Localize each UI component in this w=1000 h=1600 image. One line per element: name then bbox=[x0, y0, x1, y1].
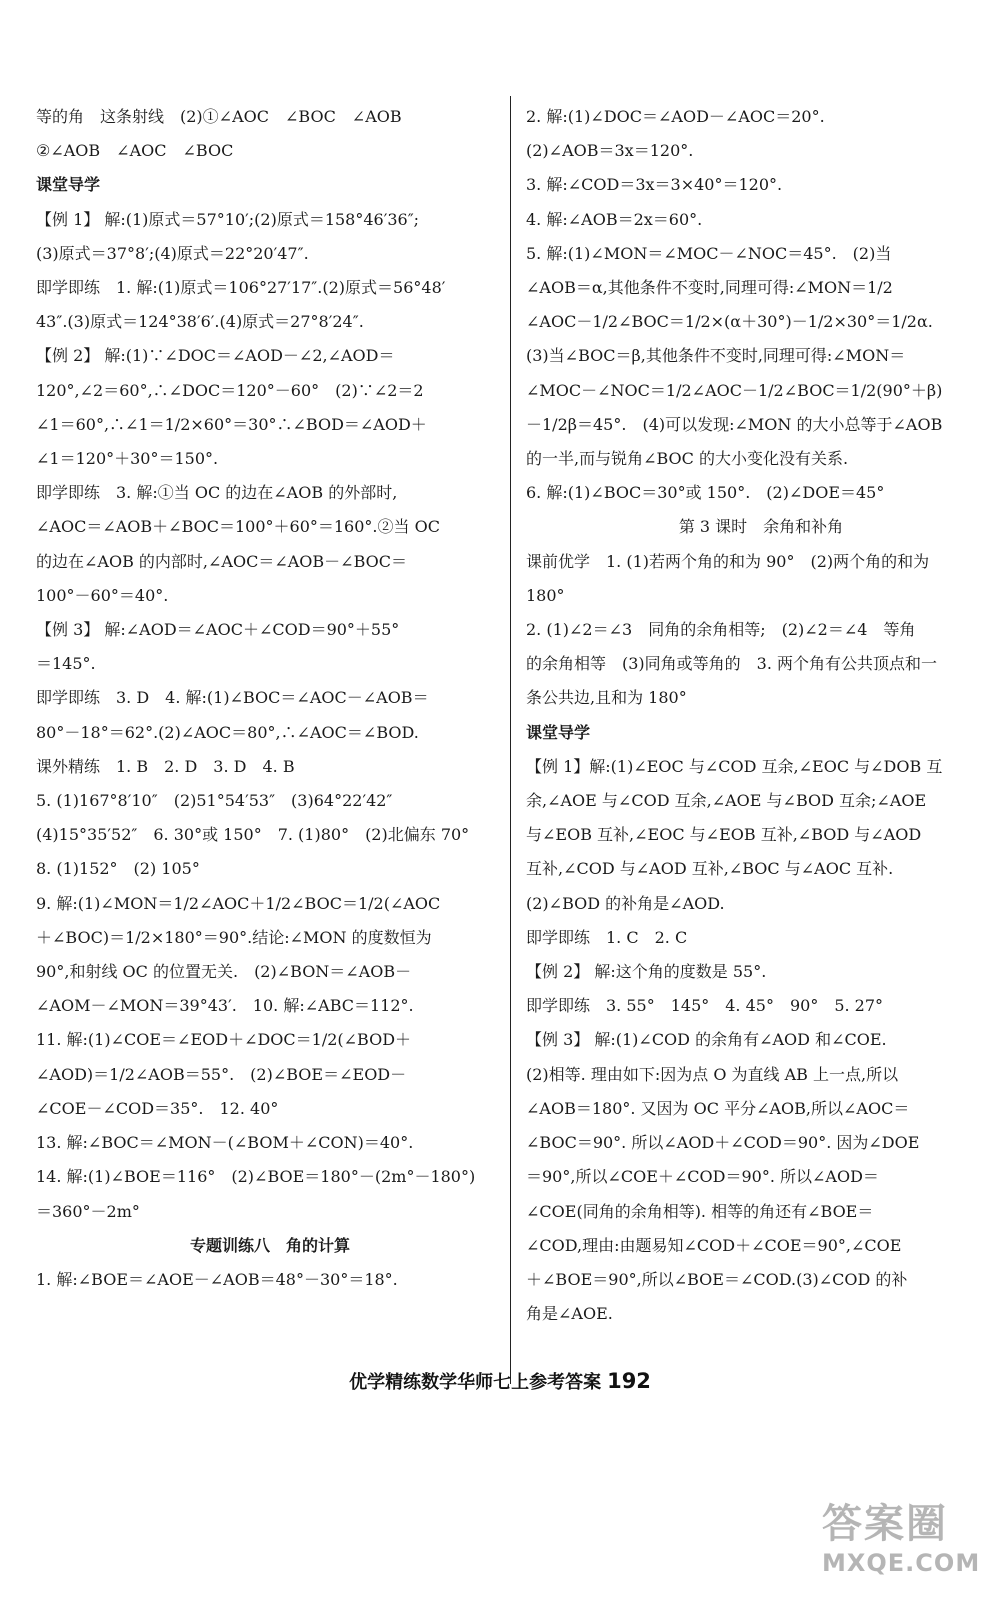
answer-line: ＝145°. bbox=[36, 654, 96, 674]
answer-line: 【例 1】解:(1)∠EOC 与∠COD 互余,∠EOC 与∠DOB 互 bbox=[526, 756, 943, 776]
answer-line: 43″.(3)原式＝124°38′6′.(4)原式＝27°8′24″. bbox=[36, 312, 364, 332]
answer-line: 80°－18°＝62°.(2)∠AOC＝80°,∴∠AOC＝∠BOD. bbox=[36, 722, 419, 742]
answer-line: ∠MOC－∠NOC＝1/2∠AOC－1/2∠BOC＝1/2(90°＋β) bbox=[526, 380, 943, 400]
answer-line: ∠BOC＝90°. 所以∠AOD＋∠COD＝90°. 因为∠DOE bbox=[526, 1133, 920, 1153]
answer-line: 与∠EOB 互补,∠EOC 与∠EOB 互补,∠BOD 与∠AOD bbox=[526, 825, 922, 845]
answer-line: 【例 2】 解:(1)∵∠DOC＝∠AOD－∠2,∠AOD＝ bbox=[36, 346, 395, 366]
answer-line: (3)原式＝37°8′;(4)原式＝22°20′47″. bbox=[36, 243, 309, 263]
answer-line: 即学即练 1. 解:(1)原式＝106°27′17″.(2)原式＝56°48′ bbox=[36, 278, 446, 298]
answer-line: ∠AOM－∠MON＝39°43′. 10. 解:∠ABC＝112°. bbox=[36, 996, 414, 1016]
answer-line: 5. (1)167°8′10″ (2)51°54′53″ (3)64°22′42″ bbox=[36, 791, 393, 811]
column-divider bbox=[510, 96, 511, 1384]
answer-line: 3. 解:∠COD＝3x＝3×40°＝120°. bbox=[526, 175, 783, 195]
answer-line: 互补,∠COD 与∠AOD 互补,∠BOC 与∠AOC 互补. bbox=[526, 859, 894, 879]
answer-line: ＋∠BOC)＝1/2×180°＝90°.结论:∠MON 的度数恒为 bbox=[36, 927, 432, 947]
answer-line: ∠AOB＝180°. 又因为 OC 平分∠AOB,所以∠AOC＝ bbox=[526, 1098, 910, 1118]
watermark-url: MXQE.COM bbox=[822, 1549, 981, 1577]
answer-line: 90°,和射线 OC 的位置无关. (2)∠BON＝∠AOB－ bbox=[36, 962, 412, 982]
answer-line: 120°,∠2＝60°,∴∠DOC＝120°－60° (2)∵∠2＝2 bbox=[36, 380, 424, 400]
page-footer bbox=[0, 1368, 1000, 1394]
answer-line: 180° bbox=[526, 585, 565, 605]
answer-line: 的边在∠AOB 的内部时,∠AOC＝∠AOB－∠BOC＝ bbox=[36, 551, 407, 571]
answer-line: 【例 3】 解:∠AOD＝∠AOC＋∠COD＝90°＋55° bbox=[36, 620, 400, 640]
page-number: 192 bbox=[607, 1369, 651, 1393]
answer-line: (2)相等. 理由如下:因为点 O 为直线 AB 上一点,所以 bbox=[526, 1064, 899, 1084]
answer-line: ∠AOD)＝1/2∠AOB＝55°. (2)∠BOE＝∠EOD－ bbox=[36, 1064, 407, 1084]
answer-line: (3)当∠BOC＝β,其他条件不变时,同理可得:∠MON＝ bbox=[526, 346, 906, 366]
answer-line: 第 3 课时 余角和补角 bbox=[678, 517, 844, 537]
answer-line: 课前优学 1. (1)若两个角的和为 90° (2)两个角的和为 bbox=[526, 551, 930, 571]
answer-line: 课外精练 1. B 2. D 3. D 4. B bbox=[36, 756, 295, 776]
answer-line: (4)15°35′52″ 6. 30°或 150° 7. (1)80° (2)北偏东 70° bbox=[36, 825, 470, 845]
answer-line: 11. 解:(1)∠COE＝∠EOD＋∠DOC＝1/2(∠BOD＋ bbox=[36, 1030, 412, 1050]
answer-line: 6. 解:(1)∠BOC＝30°或 150°. (2)∠DOE＝45° bbox=[526, 483, 885, 503]
left-column bbox=[36, 100, 504, 1297]
answer-line: 8. (1)152° (2) 105° bbox=[36, 859, 200, 879]
answer-line: 13. 解:∠BOC＝∠MON－(∠BOM＋∠CON)＝40°. bbox=[36, 1133, 414, 1153]
answer-line: ∠COD,理由:由题易知∠COD＋∠COE＝90°,∠COE bbox=[526, 1235, 902, 1255]
answer-line: 【例 3】 解:(1)∠COD 的余角有∠AOD 和∠COE. bbox=[526, 1030, 887, 1050]
answer-line: 4. 解:∠AOB＝2x＝60°. bbox=[526, 209, 703, 229]
answer-line: 9. 解:(1)∠MON＝1/2∠AOC＋1/2∠BOC＝1/2(∠AOC bbox=[36, 893, 441, 913]
answer-line: 即学即练 3. D 4. 解:(1)∠BOC＝∠AOC－∠AOB＝ bbox=[36, 688, 429, 708]
answer-line: ＝90°,所以∠COE＋∠COD＝90°. 所以∠AOD＝ bbox=[526, 1167, 879, 1187]
answer-line: 2. (1)∠2＝∠3 同角的余角相等; (2)∠2＝∠4 等角 bbox=[526, 620, 916, 640]
answer-line: 1. 解:∠BOE＝∠AOE－∠AOB＝48°－30°＝18°. bbox=[36, 1269, 398, 1289]
answer-line: 即学即练 1. C 2. C bbox=[526, 927, 688, 947]
answer-line: ∠COE－∠COD＝35°. 12. 40° bbox=[36, 1098, 279, 1118]
footer-title: 优学精练数学华师七上参考答案 bbox=[349, 1372, 602, 1393]
answer-line: 的一半,而与锐角∠BOC 的大小变化没有关系. bbox=[526, 449, 849, 469]
answer-line: ∠AOC－1/2∠BOC＝1/2×(α＋30°)－1/2×30°＝1/2α. bbox=[526, 312, 933, 332]
answer-line: 角是∠AOE. bbox=[526, 1304, 613, 1324]
answer-line: ＋∠BOE＝90°,所以∠BOE＝∠COD.(3)∠COD 的补 bbox=[526, 1269, 908, 1289]
answer-line: 即学即练 3. 55° 145° 4. 45° 90° 5. 27° bbox=[526, 996, 884, 1016]
answer-line: 100°－60°＝40°. bbox=[36, 585, 169, 605]
section-heading: 课堂导学 bbox=[526, 722, 591, 742]
answer-line: 条公共边,且和为 180° bbox=[526, 688, 687, 708]
answer-line: 等的角 这条射线 (2)①∠AOC ∠BOC ∠AOB bbox=[36, 107, 402, 126]
answer-line: ∠1＝60°,∴∠1＝1/2×60°＝30°∴∠BOD＝∠AOD＋ bbox=[36, 414, 427, 434]
answer-line: ∠AOC＝∠AOB＋∠BOC＝100°＋60°＝160°.②当 OC bbox=[36, 517, 440, 537]
answer-line: 14. 解:(1)∠BOE＝116° (2)∠BOE＝180°－(2m°－180°) bbox=[36, 1167, 476, 1187]
answer-line: ∠1＝120°＋30°＝150°. bbox=[36, 449, 219, 469]
watermark-logo bbox=[822, 1500, 992, 1592]
answer-line: ＝360°－2m° bbox=[36, 1201, 140, 1221]
answer-line: 【例 1】 解:(1)原式＝57°10′;(2)原式＝158°46′36″; bbox=[36, 209, 420, 229]
answer-line: 即学即练 3. 解:①当 OC 的边在∠AOB 的外部时, bbox=[36, 483, 398, 503]
answer-line: 余,∠AOE 与∠COD 互余,∠AOE 与∠BOD 互余;∠AOE bbox=[526, 791, 927, 811]
section-heading: 课堂导学 bbox=[36, 175, 101, 195]
answer-line: ∠COE(同角的余角相等). 相等的角还有∠BOE＝ bbox=[526, 1201, 874, 1221]
answer-line: (2)∠BOD 的补角是∠AOD. bbox=[526, 893, 725, 913]
answer-line: 【例 2】 解:这个角的度数是 55°. bbox=[526, 962, 767, 982]
answer-line: (2)∠AOB＝3x＝120°. bbox=[526, 141, 694, 161]
answer-line: －1/2β＝45°. (4)可以发现:∠MON 的大小总等于∠AOB bbox=[526, 414, 943, 434]
watermark-text: 答案圈 bbox=[822, 1501, 948, 1547]
right-column bbox=[526, 100, 996, 1331]
section-heading: 专题训练八 角的计算 bbox=[189, 1235, 350, 1255]
answer-line: 的余角相等 (3)同角或等角的 3. 两个角有公共顶点和一 bbox=[526, 654, 938, 674]
answer-line: 2. 解:(1)∠DOC＝∠AOD－∠AOC＝20°. bbox=[526, 107, 825, 126]
answer-line: 5. 解:(1)∠MON＝∠MOC－∠NOC＝45°. (2)当 bbox=[526, 243, 892, 263]
answer-line: ②∠AOB ∠AOC ∠BOC bbox=[36, 141, 234, 161]
answer-line: ∠AOB＝α,其他条件不变时,同理可得:∠MON＝1/2 bbox=[526, 278, 893, 298]
